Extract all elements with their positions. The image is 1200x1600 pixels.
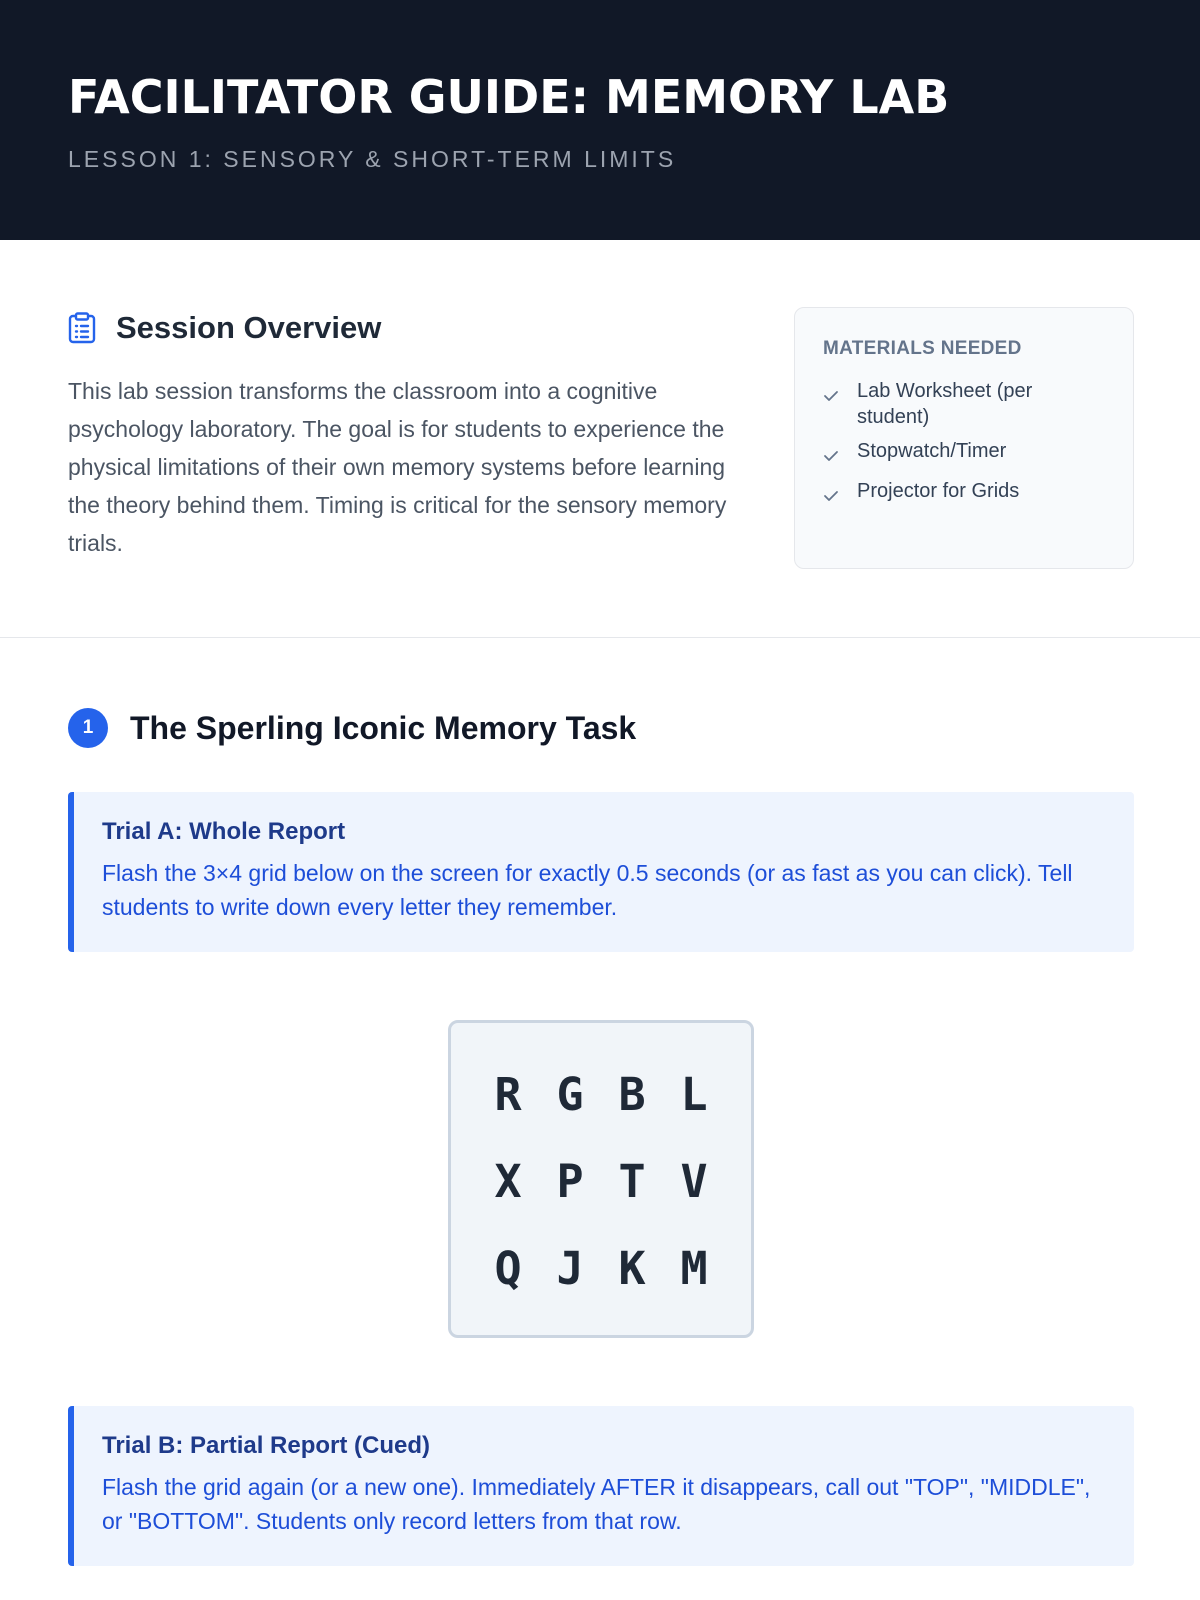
grid-letter: L	[680, 1068, 708, 1121]
grid-row-middle	[451, 1138, 751, 1225]
grid-row-bottom	[451, 1225, 751, 1312]
overview-title: Session Overview	[116, 310, 382, 345]
overview-text: This lab session transforms the classroom into a cognitive psychology laboratory. The goal is for students to experience the physical limitations of their own memory systems before learning the theory behind them. Timing is critical for the sensory memory trials.	[68, 378, 727, 556]
trial-a-callout	[68, 792, 1134, 952]
trial-b-text: Flash the grid again (or a new one). Immediately AFTER it disappears, call out "TOP", "MIDDLE", or "BOTTOM". Students only record letters from that row.	[102, 1474, 1091, 1534]
materials-item-label: Stopwatch/Timer	[857, 440, 1007, 462]
trial-b-callout	[68, 1406, 1134, 1566]
trial-a-title: Trial A: Whole Report	[102, 818, 346, 845]
materials-item	[823, 438, 1105, 470]
grid-letter: V	[680, 1155, 708, 1208]
grid-letter: R	[494, 1068, 522, 1121]
materials-item	[823, 478, 1105, 510]
overview-content	[68, 310, 728, 562]
clipboard-list-icon	[68, 312, 96, 344]
grid-letter: G	[556, 1068, 584, 1121]
check-icon	[823, 444, 841, 470]
grid-letter: J	[556, 1242, 584, 1295]
materials-item-label: Lab Worksheet (per student)	[857, 380, 1033, 428]
sperling-section-heading	[68, 708, 1134, 748]
trial-b-title: Trial B: Partial Report (Cued)	[102, 1432, 431, 1459]
step-number-badge: 1	[68, 708, 108, 748]
page-title: FACILITATOR GUIDE: MEMORY LAB	[68, 70, 950, 124]
section-title: The Sperling Iconic Memory Task	[130, 709, 637, 746]
trial-a-text: Flash the 3×4 grid below on the screen for exactly 0.5 seconds (or as fast as you can click). Tell students to write down every letter they remember.	[102, 860, 1073, 920]
materials-item-label: Projector for Grids	[857, 480, 1020, 502]
letter-grid	[448, 1020, 754, 1338]
check-icon	[823, 484, 841, 510]
grid-letter: B	[618, 1068, 646, 1121]
page-subtitle: LESSON 1: SENSORY & SHORT-TERM LIMITS	[68, 146, 677, 172]
check-icon	[823, 384, 841, 430]
grid-letter: Q	[494, 1242, 522, 1295]
grid-row-top	[451, 1051, 751, 1138]
grid-letter: P	[556, 1155, 584, 1208]
materials-item	[823, 378, 1105, 430]
page-header	[0, 0, 1200, 240]
grid-letter: K	[618, 1242, 646, 1295]
overview-heading	[68, 310, 728, 346]
materials-title: MATERIALS NEEDED	[823, 338, 1022, 359]
materials-card	[794, 307, 1134, 569]
grid-letter: X	[494, 1155, 522, 1208]
grid-letter: T	[618, 1155, 646, 1208]
grid-letter: M	[680, 1242, 708, 1295]
materials-list	[823, 378, 1105, 510]
